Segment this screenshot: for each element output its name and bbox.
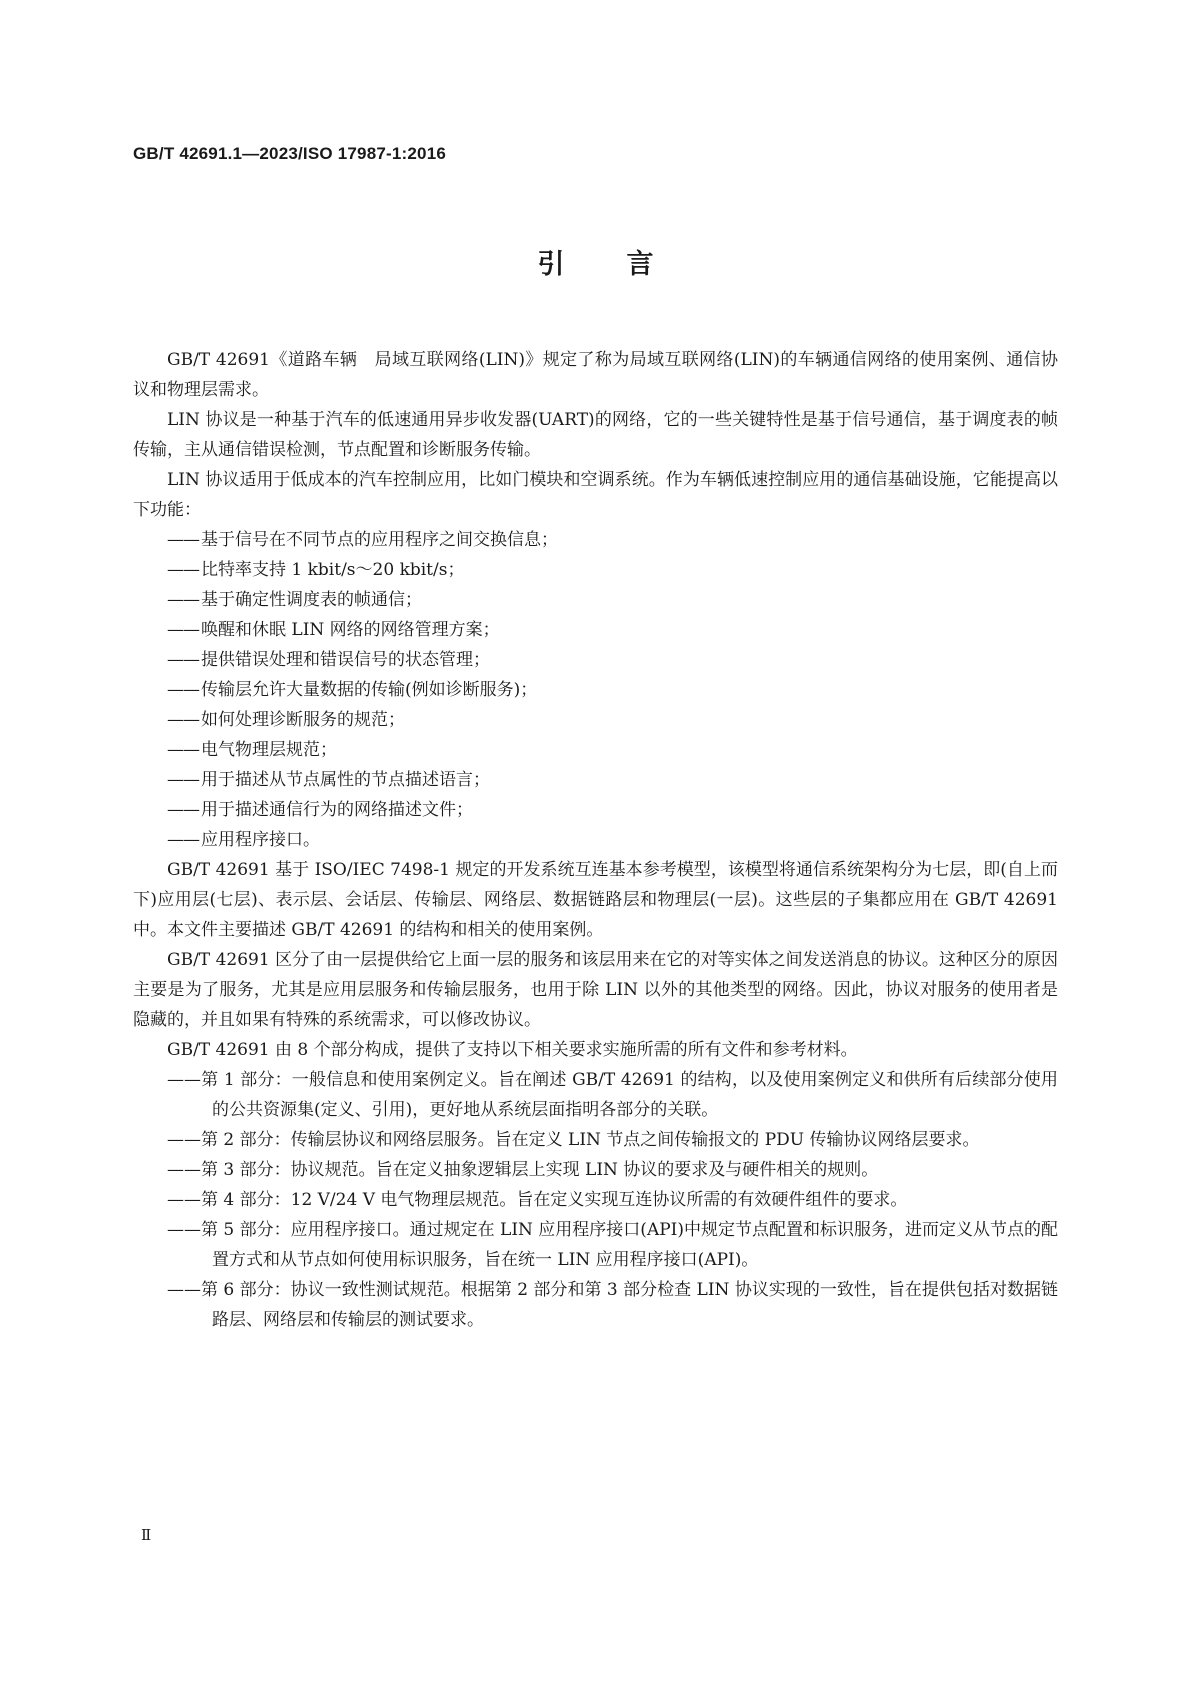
part-item: ——第 3 部分：协议规范。旨在定义抽象逻辑层上实现 LIN 协议的要求及与硬件相关的规则。 bbox=[167, 1160, 879, 1180]
list-item: —— 用于描述通信行为的网络描述文件； bbox=[133, 795, 1058, 825]
list-dash: —— bbox=[167, 1280, 201, 1300]
paragraph-lin-protocol: LIN 协议是一种基于汽车的低速通用异步收发器(UART)的网络，它的一些关键特性是基于信号通信，基于调度表的帧传输，主从通信错误检测，节点配置和诊断服务传输。 bbox=[133, 410, 1058, 460]
list-item: —— 基于信号在不同节点的应用程序之间交换信息； bbox=[133, 525, 1058, 555]
list-item: —— 提供错误处理和错误信号的状态管理； bbox=[133, 645, 1058, 675]
part-item: ——第 2 部分：传输层协议和网络层服务。旨在定义 LIN 节点之间传输报文的 PDU 传输协议网络层要求。 bbox=[167, 1130, 980, 1150]
list-item: —— 基于确定性调度表的帧通信； bbox=[133, 585, 1058, 615]
list-dash: —— bbox=[167, 770, 199, 790]
list-item: —— 比特率支持 1 kbit/s～20 kbit/s； bbox=[133, 555, 1058, 585]
part-item: ——第 5 部分：应用程序接口。通过规定在 LIN 应用程序接口(API)中规定节点配置和标识服务，进而定义从节点的配置方式和从节点如何使用标识服务，旨在统一 LIN 应用程序接口(API)。 bbox=[167, 1220, 1059, 1270]
part-item: ——第 6 部分：协议一致性测试规范。根据第 2 部分和第 3 部分检查 LIN 协议实现的一致性，旨在提供包括对数据链路层、网络层和传输层的测试要求。 bbox=[167, 1280, 1058, 1330]
list-item: —— 如何处理诊断服务的规范； bbox=[133, 705, 1058, 735]
list-dash: —— bbox=[167, 1130, 201, 1150]
list-dash: —— bbox=[167, 560, 199, 580]
list-item: —— 用于描述从节点属性的节点描述语言； bbox=[133, 765, 1058, 795]
list-dash: —— bbox=[167, 590, 199, 610]
list-dash: —— bbox=[167, 650, 199, 670]
list-dash: —— bbox=[167, 680, 199, 700]
list-dash: —— bbox=[167, 710, 199, 730]
paragraph-lin-application: LIN 协议适用于低成本的汽车控制应用，比如门模块和空调系统。作为车辆低速控制应用的通信基础设施，它能提高以下功能： bbox=[133, 470, 1058, 520]
page-number: Ⅱ bbox=[141, 1526, 152, 1544]
list-dash: —— bbox=[167, 800, 199, 820]
list-dash: —— bbox=[167, 1220, 201, 1240]
page-title: 引言 bbox=[537, 249, 716, 280]
list-dash: —— bbox=[167, 530, 199, 550]
list-dash: —— bbox=[167, 620, 199, 640]
paragraph-parts-intro: GB/T 42691 由 8 个部分构成，提供了支持以下相关要求实施所需的所有文件和参考材料。 bbox=[167, 1040, 858, 1060]
paragraph-services: GB/T 42691 区分了由一层提供给它上面一层的服务和该层用来在它的对等实体之间发送消息的协议。这种区分的原因主要是为了服务，尤其是应用层服务和传输层服务，也用于除 LIN 以外的其他类型的网络。因此，协议对服务的使用者是隐藏的，并且如果有特殊的系统需求，可以修改协议。 bbox=[133, 950, 1058, 1030]
standard-number: GB/T 42691.1—2023/ISO 17987-1:2016 bbox=[133, 144, 446, 163]
list-dash: —— bbox=[167, 740, 199, 760]
list-item: —— 唤醒和休眠 LIN 网络的网络管理方案； bbox=[133, 615, 1058, 645]
paragraph-intro: GB/T 42691《道路车辆 局域互联网络(LIN)》规定了称为局域互联网络(LIN)的车辆通信网络的使用案例、通信协议和物理层需求。 bbox=[133, 350, 1058, 400]
list-dash: —— bbox=[167, 1160, 201, 1180]
list-item: —— 传输层允许大量数据的传输(例如诊断服务)； bbox=[133, 675, 1058, 705]
list-item: —— 电气物理层规范； bbox=[133, 735, 1058, 765]
document-body bbox=[133, 345, 1058, 1335]
parts-list bbox=[133, 1065, 1058, 1335]
list-dash: —— bbox=[167, 1190, 201, 1210]
part-item: ——第 4 部分：12 V/24 V 电气物理层规范。旨在定义实现互连协议所需的有效硬件组件的要求。 bbox=[167, 1190, 908, 1210]
list-item: —— 应用程序接口。 bbox=[133, 825, 1058, 855]
list-dash: —— bbox=[167, 830, 199, 850]
function-list bbox=[133, 525, 1058, 855]
part-item: ——第 1 部分：一般信息和使用案例定义。旨在阐述 GB/T 42691 的结构，以及使用案例定义和供所有后续部分使用的公共资源集(定义、引用)，更好地从系统层面指明各部分的关联。 bbox=[167, 1070, 1058, 1120]
list-dash: —— bbox=[167, 1070, 201, 1090]
paragraph-osi-model: GB/T 42691 基于 ISO/IEC 7498-1 规定的开发系统互连基本参考模型，该模型将通信系统架构分为七层，即(自上而下)应用层(七层)、表示层、会话层、传输层、网络层、数据链路层和物理层(一层)。这些层的子集都应用在 GB/T 42691 中。本文件主要描述 GB/T 42691 的结构和相关的使用案例。 bbox=[133, 860, 1058, 940]
